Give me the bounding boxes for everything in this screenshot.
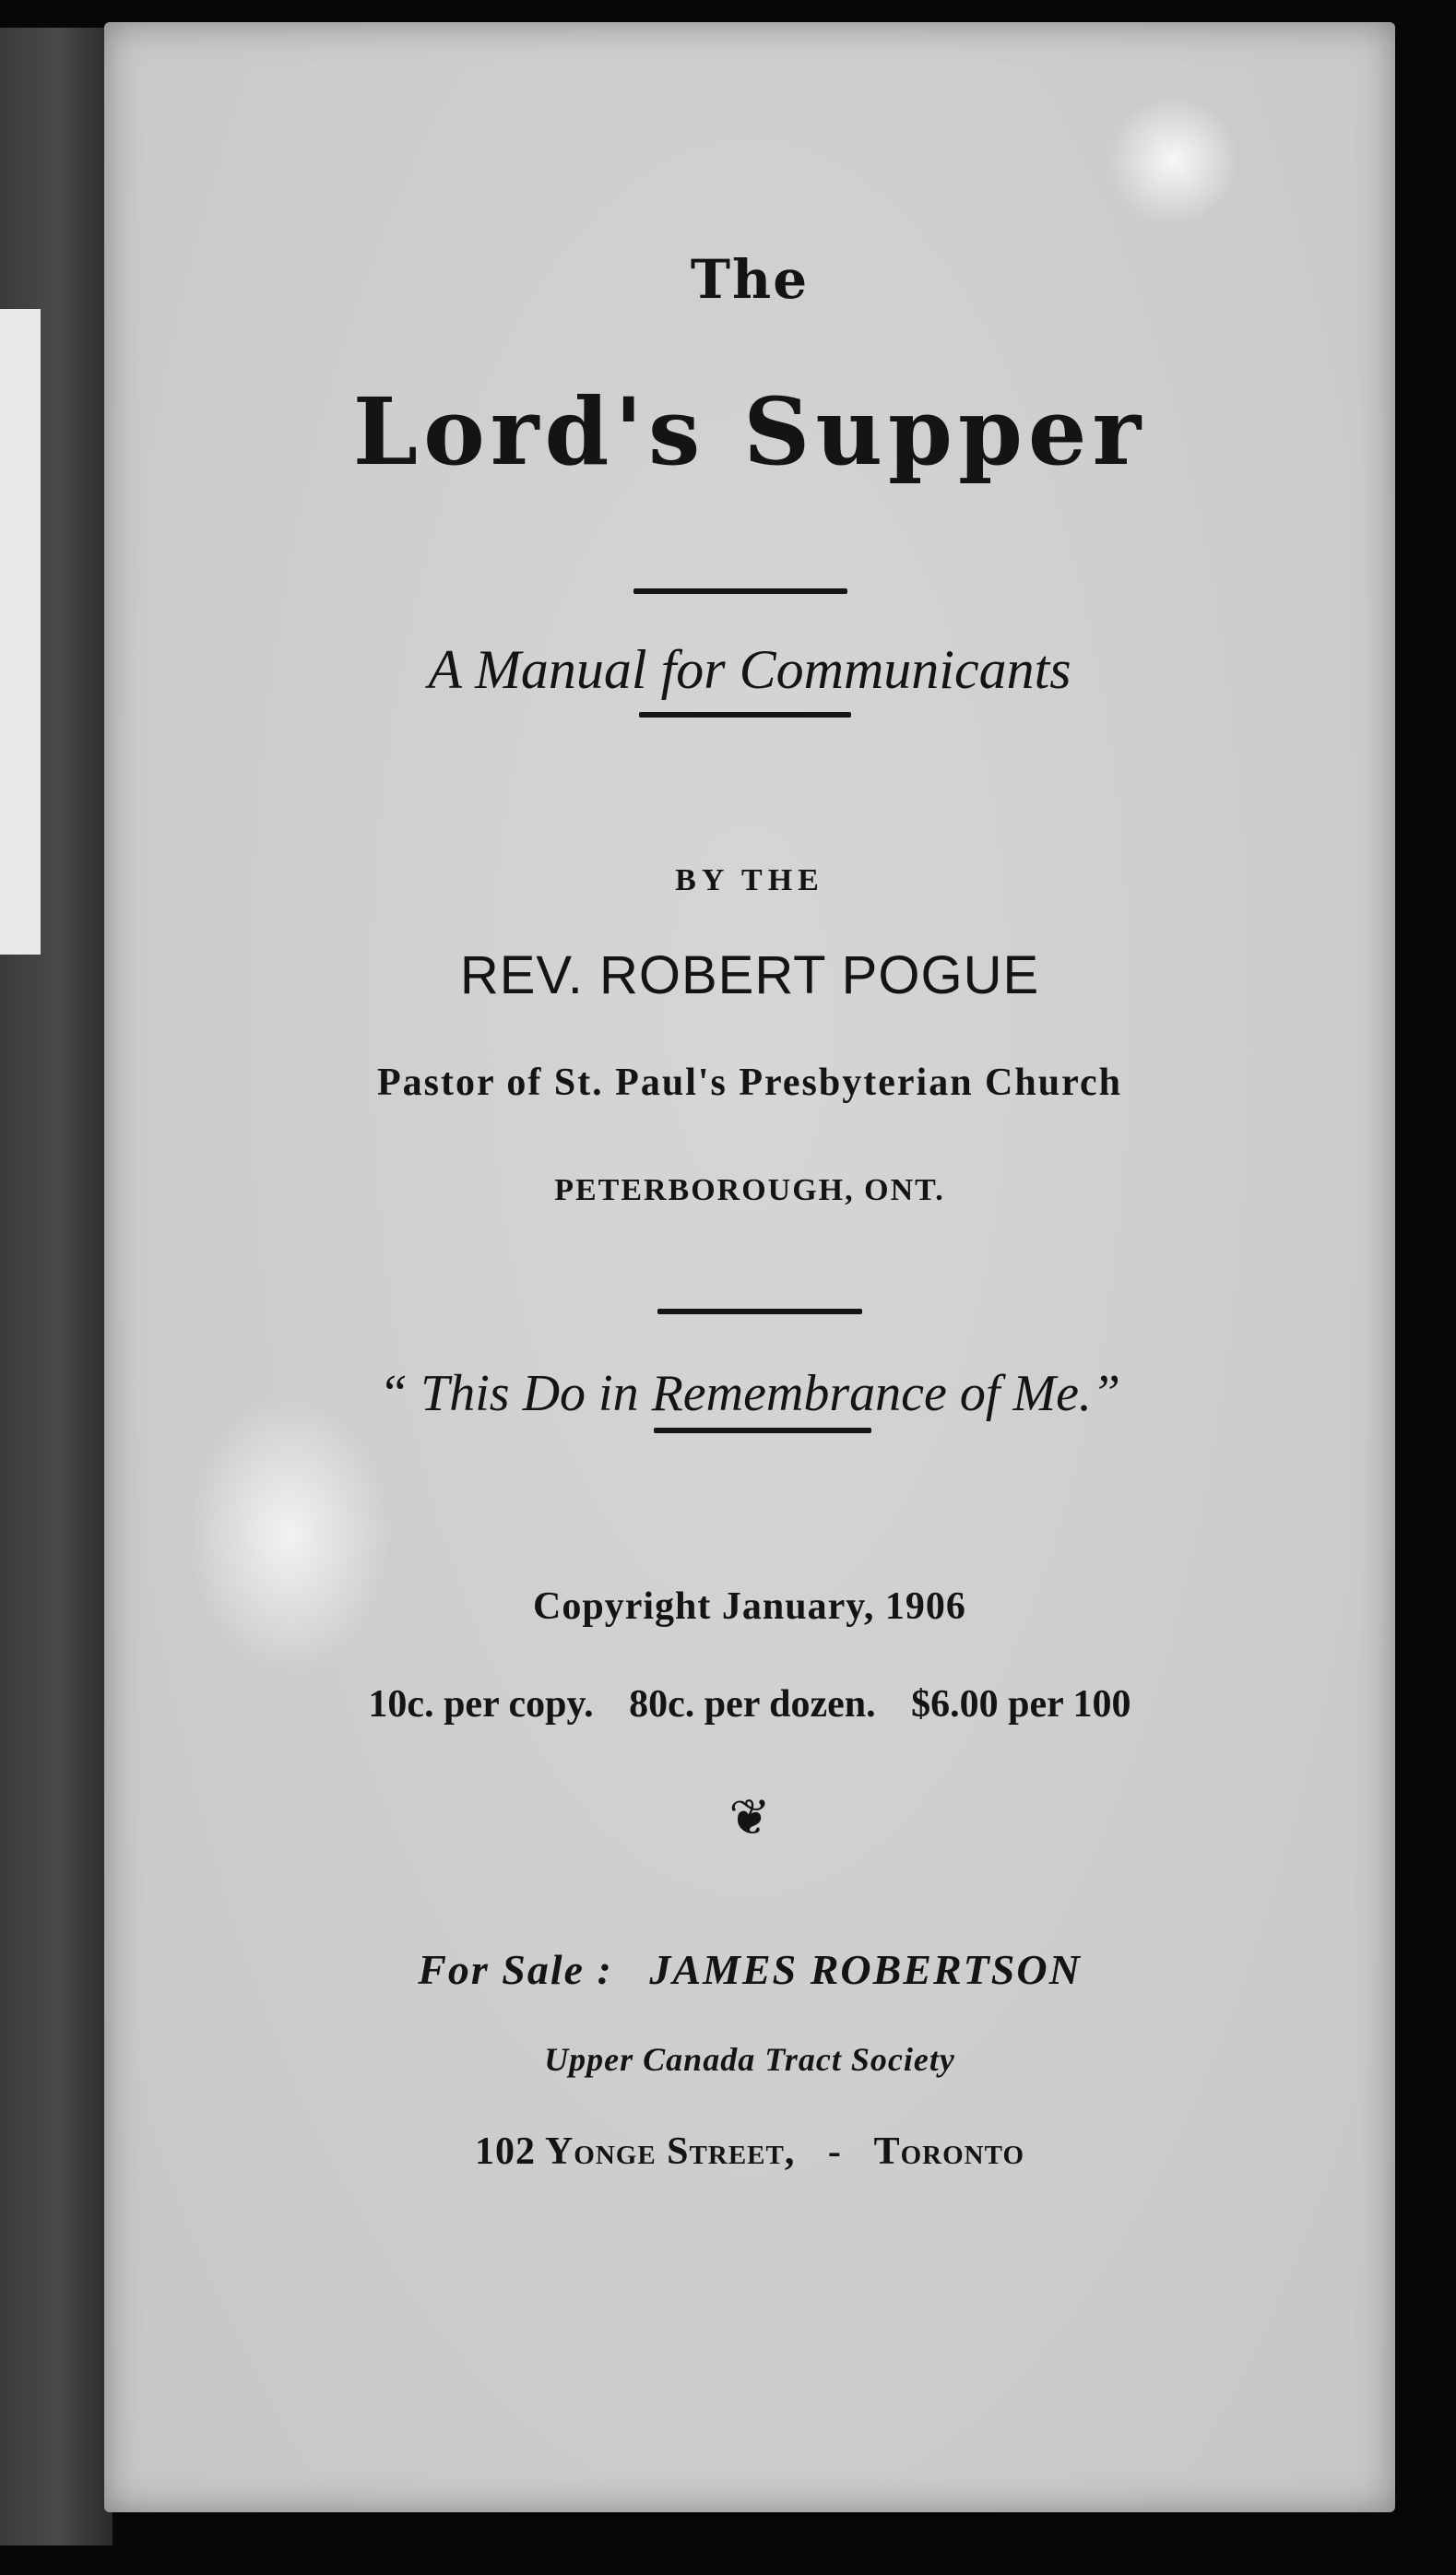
spine-label bbox=[0, 309, 41, 955]
society-name: Upper Canada Tract Society bbox=[544, 2041, 955, 2078]
author-location: PETERBOROUGH, ONT. bbox=[554, 1173, 945, 1207]
divider-rule bbox=[654, 1428, 871, 1433]
fleuron-icon: ❦ bbox=[728, 1788, 771, 1846]
byline-intro: BY THE bbox=[675, 863, 824, 897]
seller-address bbox=[104, 2130, 1395, 2174]
city-name: Toronto bbox=[873, 2130, 1024, 2173]
seller-name: JAMES ROBERTSON bbox=[649, 1946, 1082, 1993]
copyright-notice: Copyright January, 1906 bbox=[533, 1585, 966, 1628]
divider-rule bbox=[657, 1309, 862, 1314]
price-per-hundred: $6.00 per 100 bbox=[911, 1683, 1131, 1726]
book-subtitle: A Manual for Communicants bbox=[428, 639, 1071, 700]
divider-rule bbox=[633, 588, 847, 594]
author-position: Pastor of St. Paul's Presbyterian Church bbox=[376, 1062, 1122, 1104]
book-title: Lord's Supper bbox=[352, 377, 1147, 486]
sale-label: For Sale : bbox=[418, 1946, 613, 1993]
price-per-copy: 10c. per copy. bbox=[368, 1683, 594, 1726]
title-page bbox=[104, 22, 1395, 2512]
divider-rule bbox=[639, 712, 851, 718]
sale-line bbox=[104, 1945, 1395, 1994]
quotation: “ This Do in Remembrance of Me.” bbox=[378, 1365, 1121, 1422]
price-list bbox=[104, 1682, 1395, 1727]
author-name: REV. ROBERT POGUE bbox=[459, 945, 1040, 1005]
title-article: The bbox=[690, 248, 810, 311]
street-address: 102 Yonge Street, bbox=[475, 2130, 796, 2173]
price-per-dozen: 80c. per dozen. bbox=[629, 1683, 876, 1726]
address-separator: - bbox=[827, 2130, 842, 2173]
